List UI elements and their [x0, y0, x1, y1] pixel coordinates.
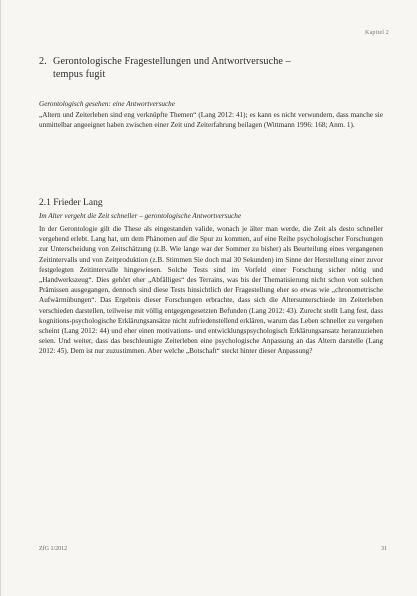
section-heading: 2.1 Frieder Lang — [39, 198, 103, 208]
section-paragraph: In der Gerontologie gilt die These als eingestanden valide, wonach je älter man werde, die Zeit als desto schneller vergehend erlebt. Lang hat, um dem Phänomen auf die Spur zu kommen, auf eine Reihe psychologischer Forschungen zur Unterscheidung von Zeitschätzung (z.B. Wie lange war der Sommer zu bisher) als Beurteilung eines vergangenen Zeitintervalls und von Zeitproduktion (z.B. Stimmen Sie doch mal 30 Sekunden) im Sinne der Herstellung einer zuvor festgelegten Zeitintervalle hingewiesen. Solche Tests sind im Vorfeld einer Forschung sicher nötig und „Handwerkszeug“. Dies gehört eher „Abfälliges“ des Terrains, was bis der Thematisierung nicht schon von solchen Prämissen ausgegangen, dennoch sind diese Tests hinsichtlich der Fragestellung eher so etwas wie „chronometrische Aufwärmübungen“. Das Ergebnis dieser Forschungen erbrachte, dass sich die Altersunterschiede im Zeiterleben verschieden darstellen, teilweise mit völlig entgegengesetzten Befunden (Lang 2012: 43). Zurecht stellt Lang fest, dass kognitions-psychologische Erklärungsansätze nicht zufriedenstellend erklären, warum das Leben schneller zu vergehen scheint (Lang 2012: 44) und eher einen motivations- und entwicklungspsychologisch Erklärungsansatz heranzuziehen seien. Und weiter, dass das beschleunigte Zeiterleben eine psychologische Anpassung an das Altern darstelle (Lang 2012: 45). Dem ist nur zuzustimmen. Aber welche „Botschaft“ steckt hinter dieser Anpassung? — [39, 225, 383, 356]
chapter-title-line2: tempus fugit — [53, 68, 106, 80]
chapter-title-line1: Gerontologische Fragestellungen und Antwortversuche – — [53, 56, 291, 67]
intro-paragraph: „Altern und Zeiterleben sind eng verknüpfte Themen“ (Lang 2012: 41); es kann es nicht verwundern, dass manche sie unmittelbar angeeignet haben zwischen einer Zeit und Zeiterfahrung beilagen (Wittmann 1996: 168; Anm. 1). — [39, 111, 383, 130]
footer-journal: ZfG 1/2012 — [39, 546, 68, 552]
chapter-title — [39, 56, 379, 81]
chapter-number: 2. — [39, 56, 47, 67]
intro-heading: Gerontologisch gesehen: eine Antwortversuche — [39, 100, 175, 108]
page-number: 31 — [381, 546, 387, 552]
running-head: Kapitel 2 — [365, 30, 389, 36]
section-subtitle: Im Alter vergeht die Zeit schneller – gerontologische Antwortversuche — [39, 212, 242, 220]
